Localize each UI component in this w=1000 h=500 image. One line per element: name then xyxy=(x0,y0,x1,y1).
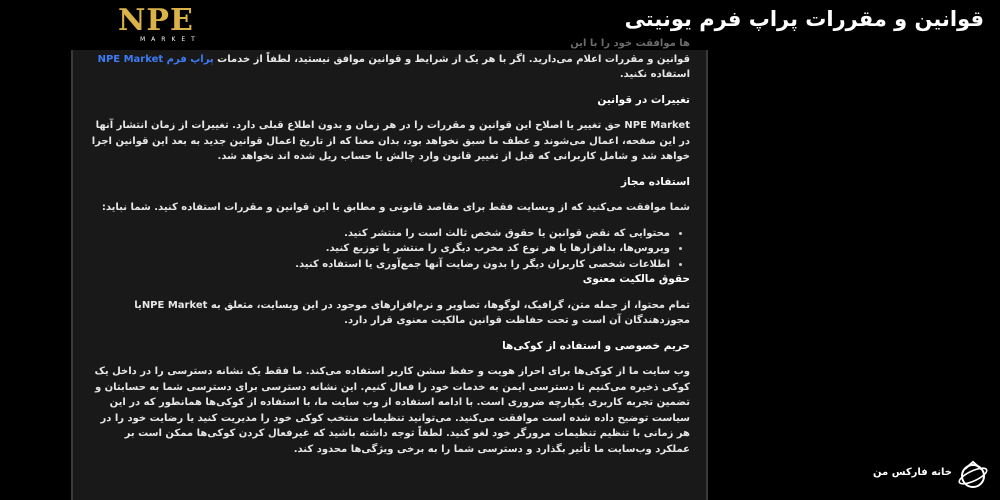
logo-letters: NPE xyxy=(118,3,194,38)
changes-heading: تغییرات در قوانین xyxy=(597,93,690,106)
intro-paragraph xyxy=(87,52,690,83)
privacy-paragraph: وب سایت ما از کوکی‌ها برای احراز هویت و حفظ سشن کاربر استفاده می‌کند. ما فقط یک نشانه دسترسی را در داخل یک کوکی ذخیره می‌کنیم تا دسترسی ایمن به خدمات خود را فعال کنیم. این نشانه دسترسی برای دسترسی شما به حسابتان و تضمین تجربه کاربری یکپارچه ضروری است. با ادامه استفاده از وب سایت ما، با استفاده از کوکی‌ها همانطور که در این سیاست توضیح داده شده است موافقت می‌کنید. می‌توانید تنظیمات منتخب کوکی خود را مدیریت کنید یا رضایت خود را در هر زمانی با تنظیم تنظیمات مرورگر خود لغو کنید. لطفاً توجه داشته باشید که غیرفعال کردن کوکی‌ها ممکن است بر عملکرد وب‌سایت ما تأثیر بگذارد و دسترسی شما را به برخی ویژگی‌ها محدود کند. xyxy=(94,366,690,455)
terms-content-panel[interactable] xyxy=(71,38,708,500)
right-margin xyxy=(708,50,1000,500)
npe-market-prop-link[interactable]: پراپ فرم NPE Market xyxy=(97,53,214,65)
prohibited-list xyxy=(87,226,690,273)
permitted-use-paragraph: شما موافقت می‌کنید که از وبسایت فقط برای مقاصد قانونی و مطابق با این قوانین و مقررات استفاده کنید. شما نباید: xyxy=(101,202,690,213)
terms-text xyxy=(73,36,706,467)
permitted-use-heading: استفاده مجاز xyxy=(620,175,690,188)
faded-previous-line: ها موافقت خود را با این xyxy=(570,38,690,49)
left-margin xyxy=(0,50,71,500)
list-item: • ویروس‌ها، بدافزارها یا هر نوع کد مخرب دیگری را منتشر یا توزیع کنید. xyxy=(87,241,670,257)
changes-paragraph: NPE Market حق تغییر یا اصلاح این قوانین و مقررات را در هر زمان و بدون اطلاع قبلی دارد. تغییرات از زمان انتشار آنها در این صفحه، اعمال می‌شوند و عطف ما سبق نخواهد بود، بدان معنا که از تاریخ اعمال قوانین جدید به بعد این قوانین اجرا خواهد شد و شامل کاربرانی که قبل از تغییر قانون وارد چالش یا حساب ریل شده اند نخواهد شد. xyxy=(91,120,690,162)
globe-house-icon xyxy=(956,457,992,493)
privacy-heading: حریم خصوصی و استفاده از کوکی‌ها xyxy=(502,339,690,352)
watermark xyxy=(873,455,1000,495)
ip-paragraph: تمام محتوا، از جمله متن، گرافیک، لوگوها، تصاویر و نرم‌افزارهای موجود در این وبسایت، متعلق به NPE Marketیا مجوزدهندگان آن است و تحت حفاظت قوانین مالکیت معنوی قرار دارد. xyxy=(134,299,690,326)
list-item: • محتوایی که نقض قوانین یا حقوق شخص ثالث است را منتشر کنید. xyxy=(87,226,670,242)
ip-heading: حقوق مالکیت معنوی xyxy=(582,273,690,285)
list-item: • اطلاعات شخصی کاربران دیگر را بدون رضایت آنها جمع‌آوری یا استفاده کنید. xyxy=(87,257,670,273)
watermark-text: خانه فارکس من xyxy=(873,467,952,478)
logo-subtitle: MARKET xyxy=(140,36,201,43)
page-title: قوانین و مقررات پراپ فرم یونیتی xyxy=(624,7,984,31)
intro-text-part1: قوانین و مقررات اعلام می‌دارید. اگر با هر یک از شرایط و قوانین موافق نیستید، لطفاً از خدمات xyxy=(213,53,690,65)
intro-text-part2: استفاده نکنید. xyxy=(619,69,690,80)
